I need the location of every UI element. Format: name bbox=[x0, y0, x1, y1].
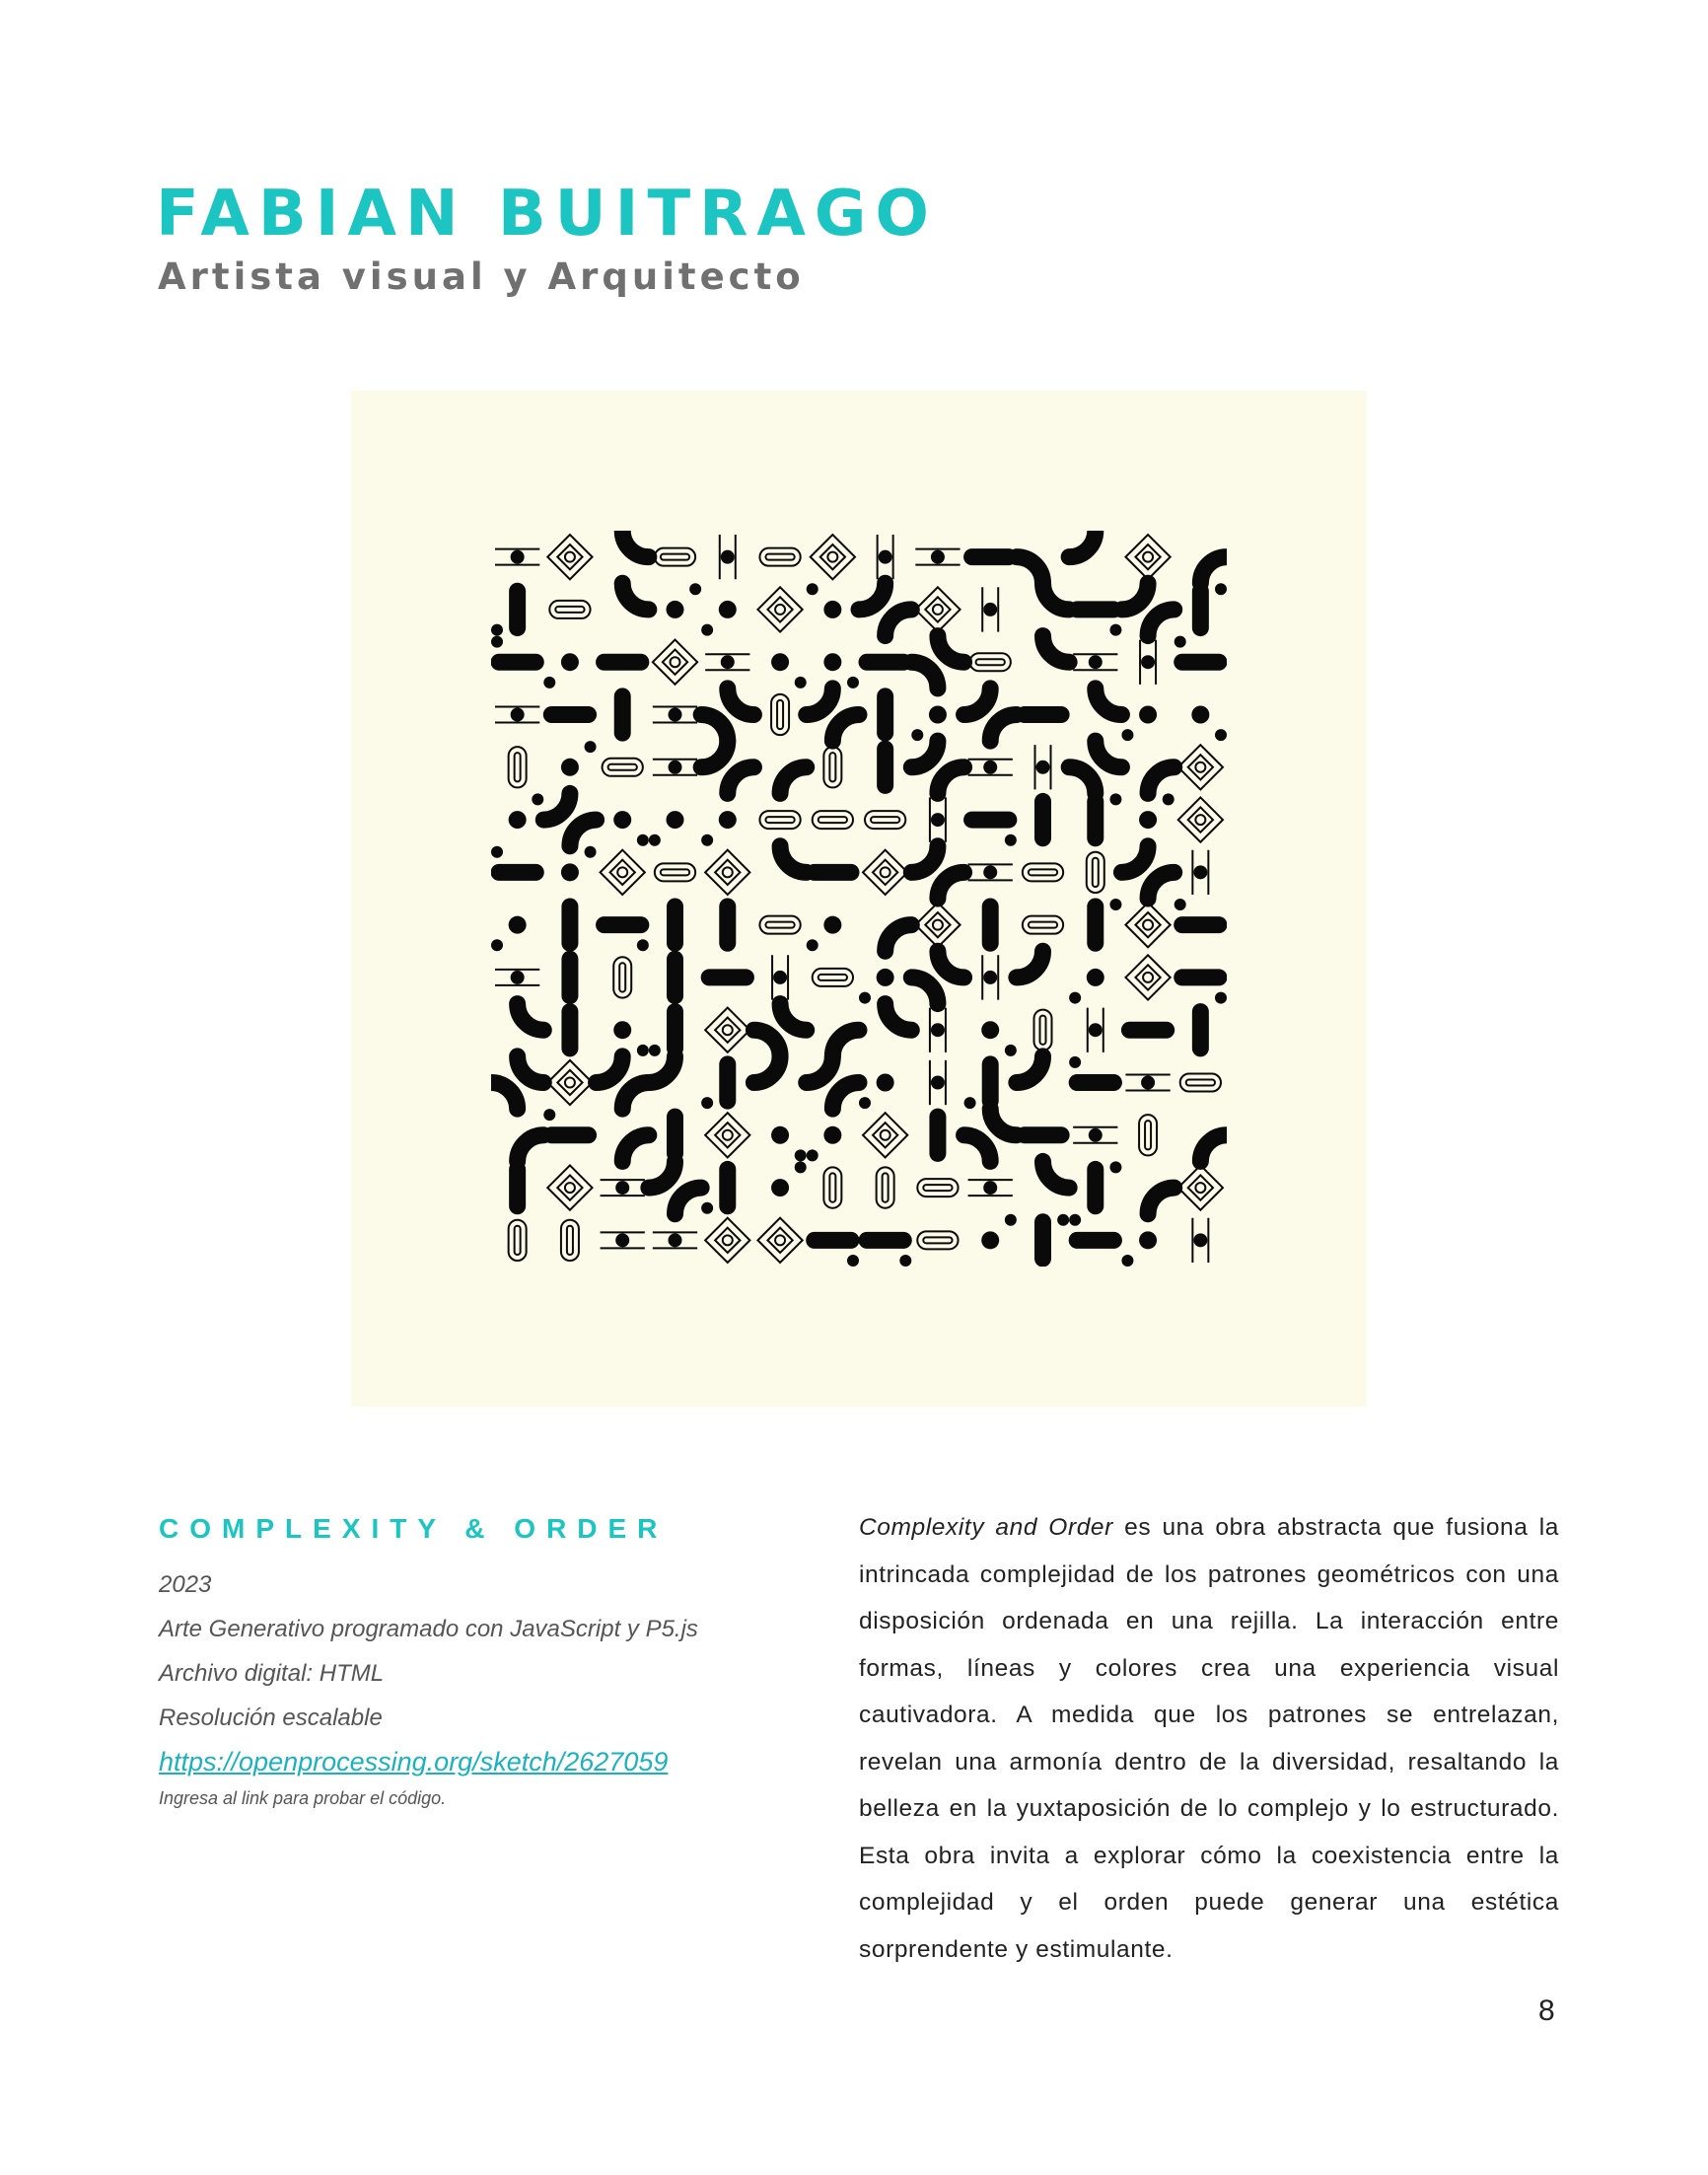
work-metadata bbox=[159, 1562, 770, 1813]
work-title: COMPLEXITY & ORDER bbox=[159, 1513, 669, 1544]
author-role: Artista visual y Arquitecto bbox=[158, 255, 805, 298]
work-year: 2023 bbox=[159, 1571, 212, 1598]
sketch-link[interactable]: https://openprocessing.org/sketch/2627059 bbox=[159, 1747, 669, 1776]
work-medium: Arte Generativo programado con JavaScript y P5.js bbox=[159, 1616, 698, 1642]
generative-artwork bbox=[491, 531, 1227, 1267]
work-description bbox=[859, 1504, 1559, 1973]
page-number: 8 bbox=[1538, 1994, 1555, 2027]
description-body: es una obra abstracta que fusiona la intrincada complejidad de los patrones geométricos con una disposición ordenada en una rejilla. La interacción entre formas, líneas y colores crea una experiencia visual cautivadora. A medida que los patrones se entrelazan, revelan una armonía dentro de la diversidad, resaltando la belleza en la yuxtaposición de lo complejo y lo estructurado. Esta obra invita a explorar cómo la coexistencia entre la complejidad y el orden puede generar una estética sorprendente y estimulante. bbox=[859, 1514, 1559, 1963]
work-file: Archivo digital: HTML bbox=[159, 1660, 385, 1687]
link-note: Ingresa al link para probar el código. bbox=[159, 1788, 447, 1808]
author-name: FABIAN BUITRAGO bbox=[156, 178, 938, 251]
description-title: Complexity and Order bbox=[859, 1514, 1113, 1541]
artwork-frame bbox=[351, 391, 1367, 1407]
work-resolution: Resolución escalable bbox=[159, 1704, 383, 1731]
